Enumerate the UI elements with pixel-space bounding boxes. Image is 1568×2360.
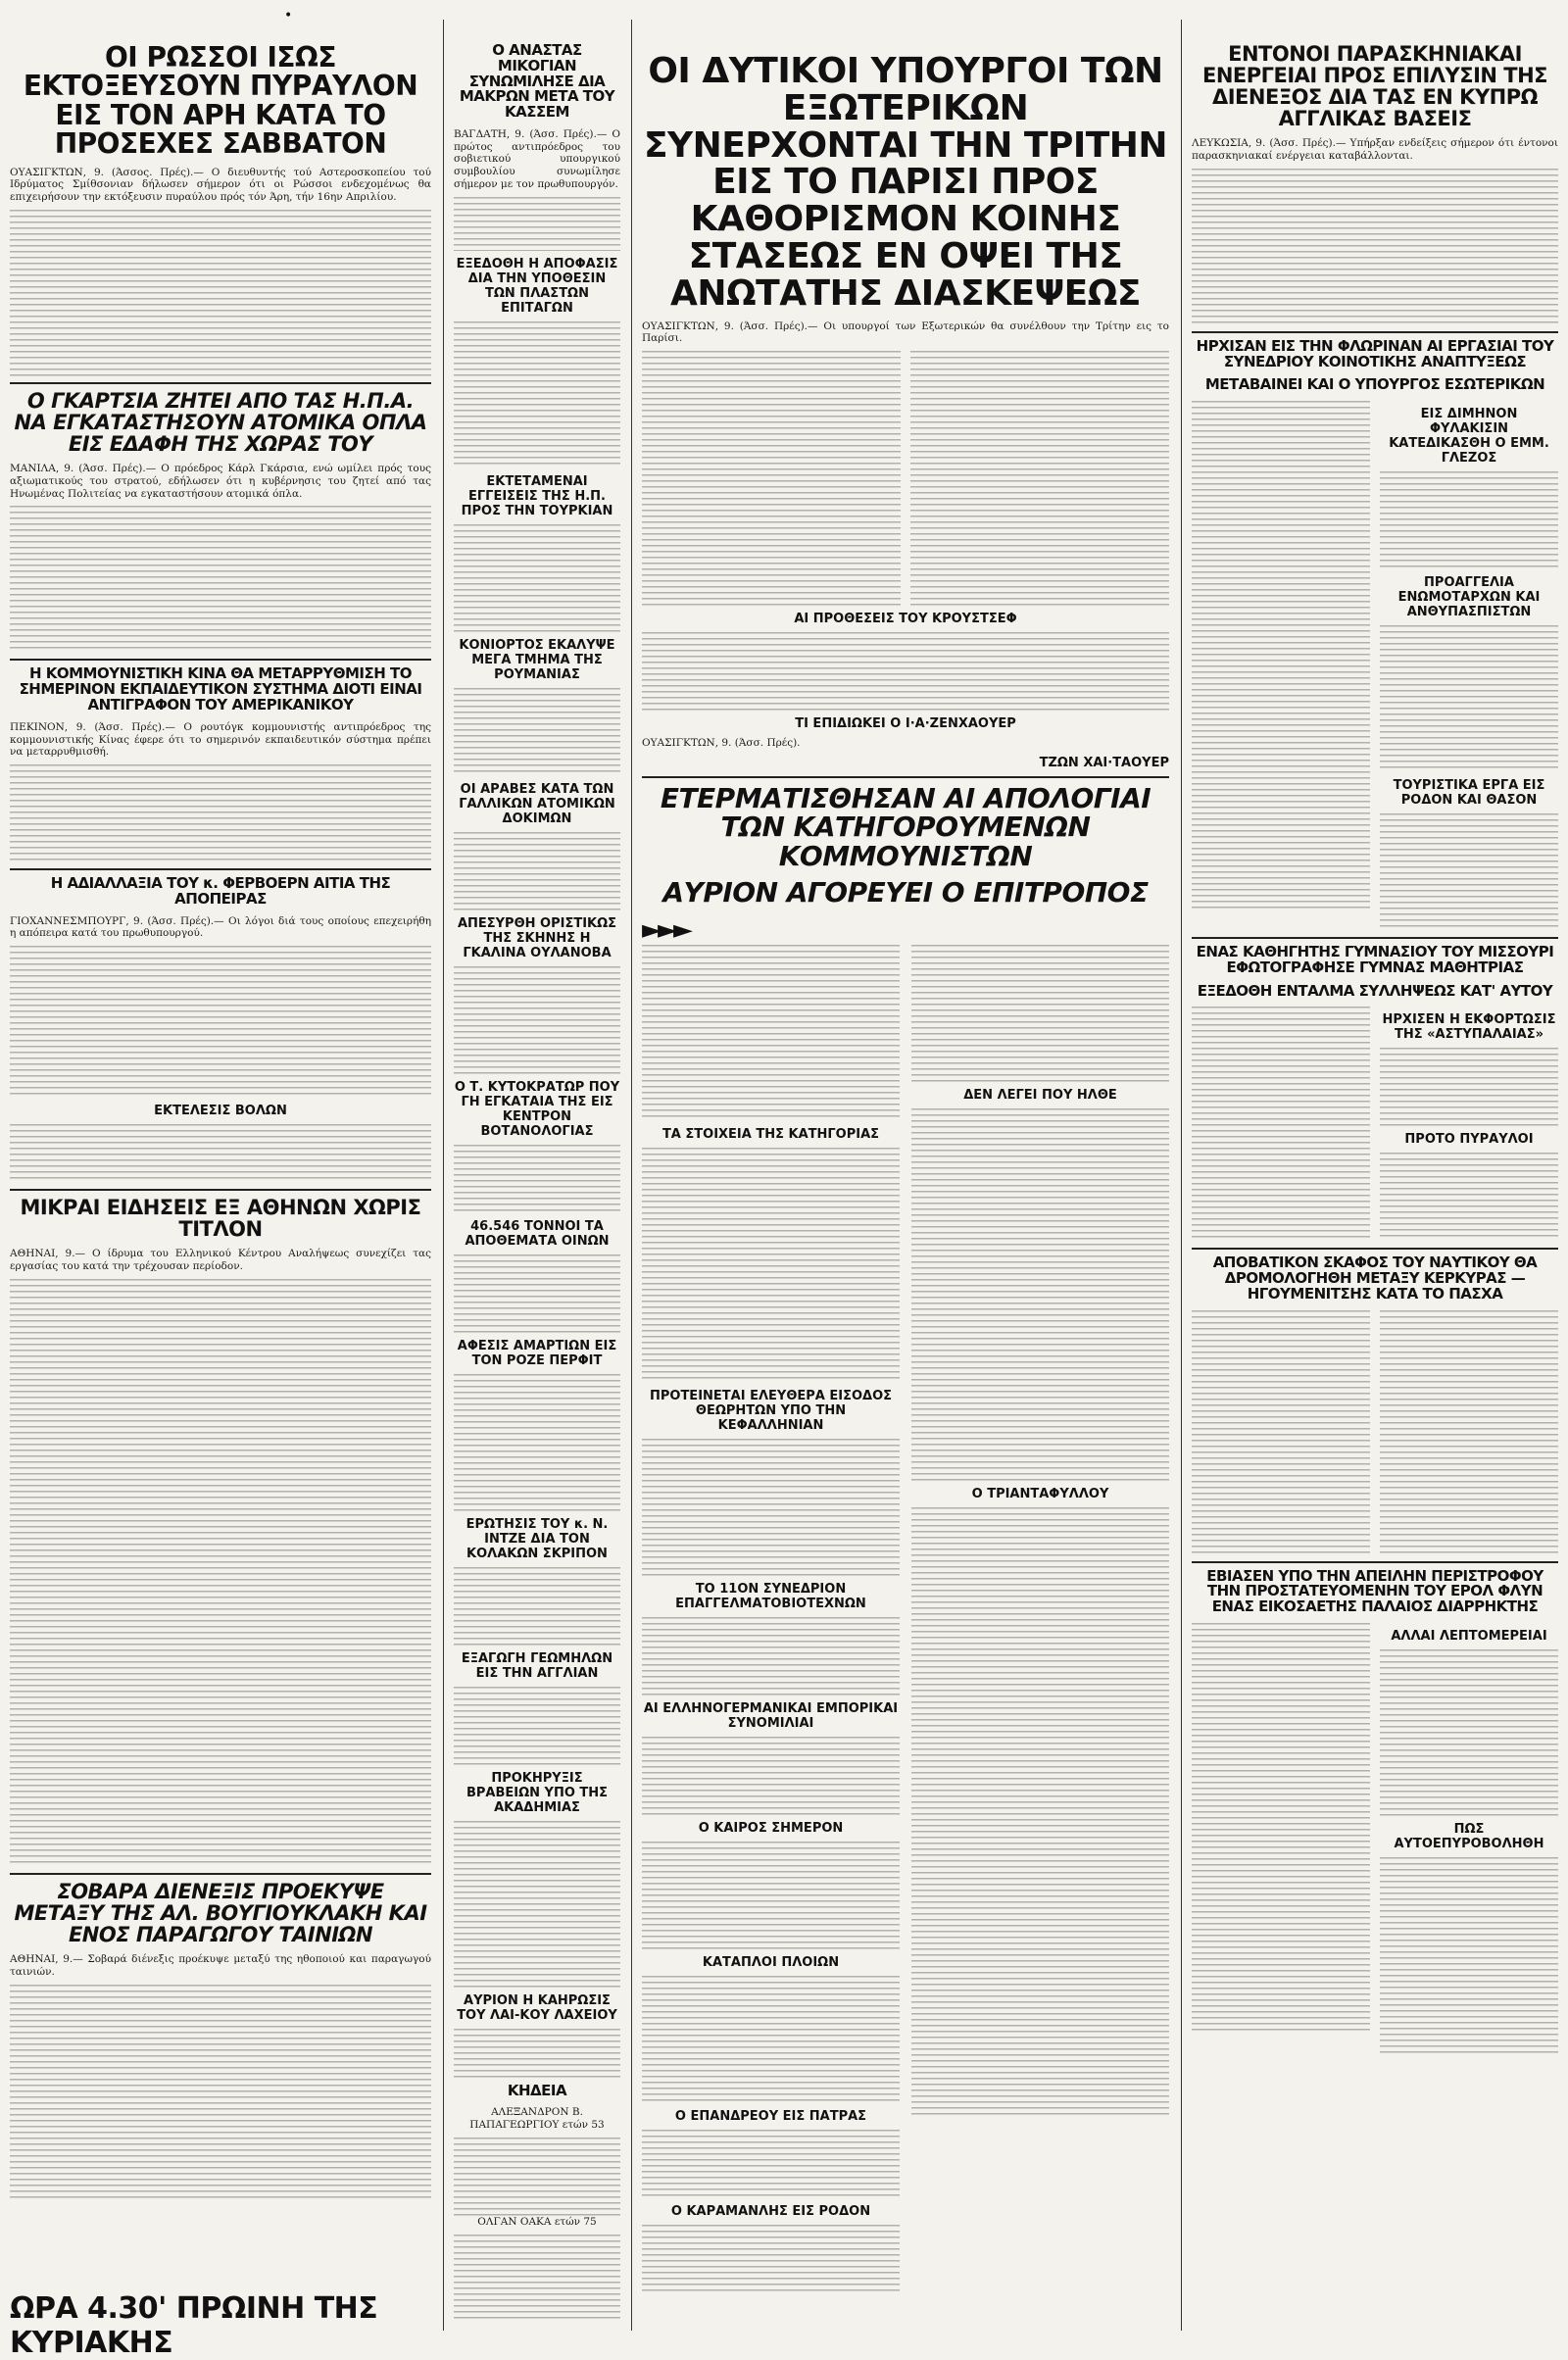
headline-florina: ΗΡΧΙΣΑΝ ΕΙΣ ΤΗΝ ΦΛΩΡΙΝΑΝ ΑΙ ΕΡΓΑΣΙΑΙ ΤΟΥ ΣΥΝΕΔΡΙΟΥ ΚΟΙΝΟΤΙΚΗΣ ΑΝΑΠΤΥΞΕΩΣ (1196, 336, 1554, 370)
article-body (454, 1567, 620, 1646)
column-1 (0, 0, 441, 2284)
article-body (642, 945, 900, 1121)
headline-foreign-ministers: ΟΙ ΔΥΤΙΚΟΙ ΥΠΟΥΡΓΟΙ ΤΩΝ ΕΞΩΤΕΡΙΚΩΝ ΣΥΝΕΡΧΟΝΤΑΙ ΤΗΝ ΤΡΙΤΗΝ ΕΙΣ ΤΟ ΠΑΡΙΣΙ ΠΡΟΣ ΚΑΘΟΡΙΣΜΟΝ ΚΟΙΝΗΣ ΣΤΑΣΕΩΣ ΕΝ ΟΨΕΙ ΤΗΣ ΑΝΩΤΑΤΗΣ ΔΙΑΣΚΕΨΕΩΣ (643, 51, 1168, 314)
headline-garcia: Ο ΓΚΑΡΤΣΙΑ ΖΗΤΕΙ ΑΠΟ ΤΑΣ Η.Π.Α. ΝΑ ΕΓΚΑΤΑΣΤΗΣΟΥΝ ΑΤΟΜΙΚΑ ΟΠΛΑ ΕΙΣ ΕΔΑΦΗ ΤΗΣ ΧΩΡΑΣ ΤΟΥ (14, 388, 427, 457)
article-body (454, 2029, 620, 2078)
subhead-free-entry: ΠΡΟΤΕΙΝΕΤΑΙ ΕΛΕΥΘΕΡΑ ΕΙΣΟΔΟΣ ΘΕΩΡΗΤΩΝ ΥΠΟ ΤΗΝ ΚΕΦΑΛΛΗΝΙΑΝ (649, 1388, 893, 1433)
article-body (10, 1279, 431, 1867)
subhead-turkey-aid: ΕΚΤΕΤΑΜΕΝΑΙ ΕΓΓΕΙΣΕΙΣ ΤΗΣ Η.Π. ΠΡΟΣ ΤΗΝ ΤΟΥΡΚΙΑΝ (461, 473, 613, 518)
headline-verwoerd: Η ΑΔΙΑΛΛΑΞΙΑ ΤΟΥ κ. ΦΕΡΒΟΕΡΝ ΑΙΤΙΑ ΤΗΣ ΑΠΟΠΕΙΡΑΣ (50, 874, 391, 908)
subhead-self-shot: ΠΩΣ ΑΥΤΟΕΠΥΡΟΒΟΛΗΘΗ (1394, 1821, 1544, 1851)
article-body (10, 764, 431, 862)
flynn-columns (1192, 1623, 1558, 2053)
article-body (1192, 1310, 1558, 1555)
article-body (10, 1985, 431, 2200)
subhead-executions: ΕΚΤΕΛΕΣΙΣ ΒΟΛΩΝ (154, 1104, 287, 1119)
article-text: ΒΑΓΔΑΤΗ, 9. (Άσσ. Πρές).— Ο πρώτος αντιπρόεδρος του σοβιετικού υπουργικού συμβουλίου συνωμίλησε σήμερον με τον πρωθυπουργόν. (454, 127, 620, 190)
article-body (911, 1507, 1169, 2115)
article-body (1192, 169, 1558, 325)
subhead-arabs-tests: ΟΙ ΑΡΑΒΕΣ ΚΑΤΑ ΤΩΝ ΓΑΛΛΙΚΩΝ ΑΤΟΜΙΚΩΝ ΔΟΚΙΜΩΝ (459, 781, 615, 826)
article-body (454, 832, 620, 910)
subhead-ulanova: ΑΠΕΣΥΡΘΗ ΟΡΙΣΤΙΚΩΣ ΤΗΣ ΣΚΗΝΗΣ Η ΓΚΑΛΙΝΑ ΟΥΛΑΝΟΒΑ (457, 915, 617, 960)
subhead-greek-german: ΑΙ ΕΛΛΗΝΟΓΕΡΜΑΝΙΚΑΙ ΕΜΠΟΡΙΚΑΙ ΣΥΝΟΜΙΛΙΑΙ (643, 1700, 899, 1731)
subhead-wine-stocks: 46.546 ΤΟΝΝΟΙ ΤΑ ΑΠΟΘΕΜΑΤΑ ΟΙΝΩΝ (465, 1218, 610, 1249)
headline-communists-trial: ΕΤΕΡΜΑΤΙΣΘΗΣΑΝ ΑΙ ΑΠΟΛΟΓΙΑΙ ΤΩΝ ΚΑΤΗΓΟΡΟΥΜΕΝΩΝ ΚΟΜΜΟΥΝΙΣΤΩΝ (660, 781, 1152, 872)
funeral-notice-2: ΟΛΓΑΝ ΟΑΚΑ ετών 75 (477, 2216, 597, 2229)
article-body (454, 197, 620, 251)
article-body (454, 1821, 620, 1988)
article-body (1380, 1857, 1558, 2053)
article-body (10, 210, 431, 376)
subhead-forged-checks: ΕΞΕΔΟΘΗ Η ΑΠΟΦΑΣΙΣ ΔΙΑ ΤΗΝ ΥΠΟΘΕΣΙΝ ΤΩΝ ΠΛΑΣΤΩΝ ΕΠΙΤΑΓΩΝ (456, 256, 618, 316)
subhead-eisenhower: ΤΙ ΕΠΙΔΙΩΚΕΙ Ο Ι·Α·ΖΕΝΧΑΟΥΕΡ (795, 716, 1016, 732)
article-body (642, 1976, 900, 2103)
article-body (1380, 625, 1558, 772)
headline-cyprus-bases: ΕΝΤΟΝΟΙ ΠΑΡΑΣΚΗΝΙΑΚΑΙ ΕΝΕΡΓΕΙΑΙ ΠΡΟΣ ΕΠΙΛΥΣΙΝ ΤΗΣ ΔΙΕΝΕΞΟΣ ΔΙΑ ΤΑΣ ΕΝ ΚΥΠΡΩ ΑΓΓΛΙΚΑΣ ΒΑΣΕΙΣ (1201, 42, 1548, 131)
article-body (454, 321, 620, 468)
article-body (1380, 1153, 1558, 1241)
article-text: ΜΑΝΙΛΑ, 9. (Άσσ. Πρές).— Ο πρόεδρος Κάρλ Γκάρσια, ενώ ωμίλει πρός τους αξιωματικούς του στρατού, εδήλωσεν ότι η κυβέρνησις του ζητεί από τας Ηνωμένας Πολιτείας να εγκαταστήσουν ατομικά όπλα. (10, 463, 431, 500)
article-text: ΠΕΚΙΝΟΝ, 9. (Άσσ. Πρές).— Ο ρουτόγκ κομμουνιστής αντιπρόεδρος της κομμουνιστικής Κίνας έφερε ότι το σημερινόν εκπαιδευτικόν σύστημα πρέπει να μεταρρυθμισθή. (10, 720, 431, 759)
article-body (1380, 1649, 1558, 1816)
subhead-roger-peyrefitte: ΑΦΕΣΙΣ ΑΜΑΡΤΙΩΝ ΕΙΣ ΤΟΝ ΡΟΖΕ ΠΕΡΦΙΤ (457, 1338, 617, 1368)
article-body (642, 2225, 900, 2293)
article-text: ΟΥΑΣΙΓΚΤΩΝ, 9. (Άσσ. Πρές). (642, 737, 801, 750)
article-body (454, 2138, 620, 2216)
article-body (642, 1737, 900, 1815)
article-text: ΑΘΗΝΑΙ, 9.— Ο ίδρυμα του Ελληνικού Κέντρου Αναλήψεως συνεχίζει τας εργασίας του κατά την τρέχουσαν περίοδον. (10, 1248, 431, 1273)
subhead-potato-export: ΕΞΑΓΩΓΗ ΓΕΩΜΗΛΩΝ ΕΙΣ ΤΗΝ ΑΓΓΛΙΑΝ (461, 1650, 613, 1681)
subhead-glezos: ΕΙΣ ΔΙΜΗΝΟΝ ΦΥΛΑΚΙΣΙΝ ΚΑΤΕΔΙΚΑΣΘΗ Ο ΕΜΜ. ΓΛΕΖΟΣ (1389, 407, 1549, 467)
article-text: ΛΕΥΚΩΣΙΑ, 9. (Άσσ. Πρές).— Υπήρξαν ενδείξεις σήμερον ότι έντονοι παρασκηνιακαί ενέργειαι καταβάλλονται. (1192, 137, 1558, 162)
article-body (911, 945, 1169, 1082)
subhead-tourist-works: ΤΟΥΡΙΣΤΙΚΑ ΕΡΓΑ ΕΙΣ ΡΟΔΟΝ ΚΑΙ ΘΑΣΟΝ (1393, 778, 1545, 809)
subhead-karamanlis: Ο ΚΑΡΑΜΑΝΛΗΣ ΕΙΣ ΡΟΔΟΝ (670, 2203, 871, 2219)
article-text: ΟΥΑΣΙΓΚΤΩΝ, 9. (Άσσος. Πρές).— Ο διευθυντής τού Αστεροσκοπείου τού Ιδρύματος Σμίθσονιαν δήλωσεν σήμερον ότι οι Ρώσσοι ενδεχομένως θα επιχειρήσουν την εκτόξευσιν πυραύλου πρός τόν Άρη, τήν 16ην Απριλίου. (10, 166, 431, 204)
headline-mars-rocket: ΟΙ ΡΩΣΣΟΙ ΙΣΩΣ ΕΚΤΟΞΕΥΣΟΥΝ ΠΥΡΑΥΛΟΝ ΕΙΣ ΤΟΝ ΑΡΗ ΚΑΤΑ ΤΟ ΠΡΟΣΕΧΕΣ ΣΑΒΒΑΤΟΝ (23, 41, 418, 161)
article-body (642, 351, 1169, 606)
article-body (454, 966, 620, 1074)
article-body (642, 1842, 900, 1949)
subhead-academy-prizes: ΠΡΟΚΗΡΥΞΙΣ ΒΡΑΒΕΙΩΝ ΥΠΟ ΤΗΣ ΑΚΑΔΗΜΙΑΣ (466, 1770, 609, 1815)
article-text: ΑΘΗΝΑΙ, 9.— Σοβαρά διένεξις προέκυψε μεταξύ της ηθοποιού και παραγωγού ταινιών. (10, 1953, 431, 1978)
article-text: ΟΥΑΣΙΓΚΤΩΝ, 9. (Άσσ. Πρές).— Οι υπουργοί των Εξωτερικών θα συνέλθουν την Τρίτην εις το Παρίσι. (642, 320, 1169, 345)
article-body (454, 688, 620, 776)
subhead-astypalaia: ΗΡΧΙΣΕΝ Η ΕΚΦΟΡΤΩΣΙΣ ΤΗΣ «ΑΣΤΥΠΑΛΑΙΑΣ» (1382, 1012, 1556, 1043)
column-2 (444, 0, 630, 2342)
headline-china-education: Η ΚΟΜΜΟΥΝΙΣΤΙΚΗ ΚΙΝΑ ΘΑ ΜΕΤΑΡΡΥΘΜΙΣΗ ΤΟ ΣΗΜΕΡΙΝΟΝ ΕΚΠΑΙΔΕΥΤΙΚΟΝ ΣΥΣΤΗΜΑ ΔΙΟΤΙ ΕΙΝΑΙ ΑΝΤΙΓΡΑΦΟΝ ΤΟΥ ΑΜΕΡΙΚΑΝΙΚΟΥ (19, 664, 422, 713)
article-body (454, 1687, 620, 1765)
missouri-columns (1192, 1007, 1558, 1242)
article-body (642, 1148, 900, 1383)
arrows-mark: ►►► (642, 914, 689, 945)
subhead-promotion: ΠΡΟΑΓΓΕΛΙΑ ΕΝΩΜΟΤΑΡΧΩΝ ΚΑΙ ΑΝΘΥΠΑΣΠΙΣΤΩΝ (1397, 575, 1541, 620)
byline: ΤΖΩΝ ΧΑΙ·ΤΑΟΥΕΡ (1039, 755, 1169, 770)
subhead-congress: ΤΟ 11ΟΝ ΣΥΝΕΔΡΙΟΝ ΕΠΑΓΓΕΛΜΑΤΟΒΙΟΤΕΧΝΩΝ (675, 1581, 866, 1611)
article-body (454, 1254, 620, 1333)
column-3 (632, 0, 1179, 2342)
headline-arrest-warrant: ΕΞΕΔΟΘΗ ΕΝΤΑΛΜΑ ΣΥΛΛΗΨΕΩΣ ΚΑΤ' ΑΥΤΟΥ (1197, 981, 1553, 1000)
headline-corfu-ship: ΑΠΟΒΑΤΙΚΟΝ ΣΚΑΦΟΣ ΤΟΥ ΝΑΥΤΙΚΟΥ ΘΑ ΔΡΟΜΟΛΟΓΗΘΗ ΜΕΤΑΞΥ ΚΕΡΚΥΡΑΣ — ΗΓΟΥΜΕΝΙΤΣΗΣ ΚΑΤΑ ΤΟ ΠΑΣΧΑ (1212, 1254, 1538, 1303)
headline-vougiouklaki: ΣΟΒΑΡΑ ΔΙΕΝΕΞΙΣ ΠΡΟΕΚΥΨΕ ΜΕΤΑΞΥ ΤΗΣ ΑΛ. ΒΟΥΓΙΟΥΚΛΑΚΗ ΚΑΙ ΕΝΟΣ ΠΑΡΑΓΩΓΟΥ ΤΑΙΝΙΩΝ (14, 1879, 427, 1946)
headline-brief-news: ΜΙΚΡΑΙ ΕΙΔΗΣΕΙΣ ΕΞ ΑΘΗΝΩΝ ΧΩΡΙΣ ΤΙΤΛΟΝ (20, 1196, 421, 1242)
subhead-ship-arrivals: ΚΑΤΑΠΛΟΙ ΠΛΟΙΩΝ (702, 1954, 840, 1970)
subhead-triantafyllou: Ο ΤΡΙΑΝΤΑΦΥΛΛΟΥ (971, 1486, 1109, 1501)
article-text: ΓΙΟΧΑΝΝΕΣΜΠΟΥΡΓ, 9. (Άσσ. Πρές).— Οι λόγοι διά τους οποίους επεχειρήθη η απόπειρα κατά του πρωθυπουργού. (10, 914, 431, 940)
article-body (454, 1145, 620, 1213)
article-body (1380, 813, 1558, 931)
subhead-romania-dust: ΚΟΝΙΟΡΤΟΣ ΕΚΑΛΥΨΕ ΜΕΓΑ ΤΜΗΜΑ ΤΗΣ ΡΟΥΜΑΝΙΑΣ (459, 637, 615, 682)
florina-columns (1192, 401, 1558, 931)
article-body (642, 1617, 900, 1696)
article-body (454, 2235, 620, 2323)
funeral-notice-1: ΑΛΕΞΑΝΔΡΟΝ Β. ΠΑΠΑΓΕΩΡΓΙΟΥ ετών 53 (469, 2106, 605, 2132)
headline-minister-interior: ΜΕΤΑΒΑΙΝΕΙ ΚΑΙ Ο ΥΠΟΥΡΓΟΣ ΕΣΩΤΕΡΙΚΩΝ (1204, 375, 1545, 394)
footer-time: ΩΡΑ 4.30' ΠΡΩΙΝΗ ΤΗΣ ΚΥΡΙΑΚΗΣ (10, 2291, 378, 2360)
subhead-charges: ΤΑ ΣΤΟΙΧΕΙΑ ΤΗΣ ΚΑΤΗΓΟΡΙΑΣ (662, 1126, 880, 1142)
subhead-question: ΕΡΩΤΗΣΙΣ ΤΟΥ κ. Ν. ΙΝΤΖΕ ΔΙΑ ΤΟΝ ΚΟΛΑΚΩΝ ΣΚΡΙΠΟΝ (466, 1516, 609, 1561)
subhead-weather: Ο ΚΑΙΡΟΣ ΣΗΜΕΡΟΝ (698, 1820, 844, 1836)
article-body (1380, 471, 1558, 569)
subhead-details: ΑΛΛΑΙ ΛΕΠΤΟΜΕΡΕΙΑΙ (1391, 1628, 1547, 1644)
subhead-rockets: ΠΡΟΤΟ ΠΥΡΑΥΛΟΙ (1404, 1132, 1534, 1148)
article-body (911, 1108, 1169, 1481)
article-body (10, 1124, 431, 1183)
article-body (642, 2130, 900, 2198)
article-body (10, 946, 431, 1098)
subhead-emperor: Ο Τ. ΚΥΤΟΚΡΑΤΩΡ ΠΟΥ ΓΗ ΕΓΚΑΤΑΙΑ ΤΗΣ ΕΙΣ ΚΕΝΤΡΟΝ ΒΟΤΑΝΟΛΟΓΙΑΣ (454, 1079, 620, 1139)
article-body (454, 524, 620, 632)
subhead-funeral: ΚΗΔΕΙΑ (507, 2081, 567, 2099)
trial-columns (642, 945, 1169, 2293)
page-mark: • (284, 8, 293, 24)
article-body (10, 506, 431, 653)
column-4 (1182, 0, 1568, 2342)
subhead-lottery: ΑΥΡΙΟΝ Η ΚΑΗΡΩΣΙΣ ΤΟΥ ΛΑΙ-ΚΟΥ ΛΑΧΕΙΟΥ (457, 1992, 617, 2023)
headline-mikoyan: Ο ΑΝΑΣΤΑΣ ΜΙΚΟΓΙΑΝ ΣΥΝΩΜΙΛΗΣΕ ΔΙΑ ΜΑΚΡΩΝ ΜΕΤΑ ΤΟΥ ΚΑΣΣΕΜ (459, 41, 615, 121)
subhead-papandreou: Ο ΕΠΑΝΔΡΕΟΥ ΕΙΣ ΠΑΤΡΑΣ (674, 2108, 867, 2124)
subhead-khrushchev: ΑΙ ΠΡΟΘΕΣΕΙΣ ΤΟΥ ΚΡΟΥΣΤΣΕΦ (794, 612, 1017, 627)
subhead-does-not-say: ΔΕΝ ΛΕΓΕΙ ΠΟΥ ΗΛΘΕ (963, 1087, 1117, 1103)
article-body (642, 632, 1169, 711)
headline-errol-flynn: ΕΒΙΑΣΕΝ ΥΠΟ ΤΗΝ ΑΠΕΙΛΗΝ ΠΕΡΙΣΤΡΟΦΟΥ ΤΗΝ ΠΡΟΣΤΑΤΕΥΟΜΕΝΗΝ ΤΟΥ ΕΡΟΛ ΦΛΥΝ ΕΝΑΣ ΕΙΚΟΣΑΕΤΗΣ ΠΑΛΑΙΟΣ ΔΙΑΡΡΗΚΤΗΣ (1206, 1566, 1544, 1616)
article-body (454, 1374, 620, 1511)
headline-prosecutor: ΑΥΡΙΟΝ ΑΓΟΡΕΥΕΙ Ο ΕΠΙΤΡΟΠΟΣ (662, 876, 1149, 910)
headline-missouri-teacher: ΕΝΑΣ ΚΑΘΗΓΗΤΗΣ ΓΥΜΝΑΣΙΟΥ ΤΟΥ ΜΙΣΣΟΥΡΙ ΕΦΩΤΟΓΡΑΦΗΣΕ ΓΥΜΝΑΣ ΜΑΘΗΤΡΙΑΣ (1196, 943, 1554, 976)
article-body (1380, 1048, 1558, 1126)
article-body (642, 1439, 900, 1576)
